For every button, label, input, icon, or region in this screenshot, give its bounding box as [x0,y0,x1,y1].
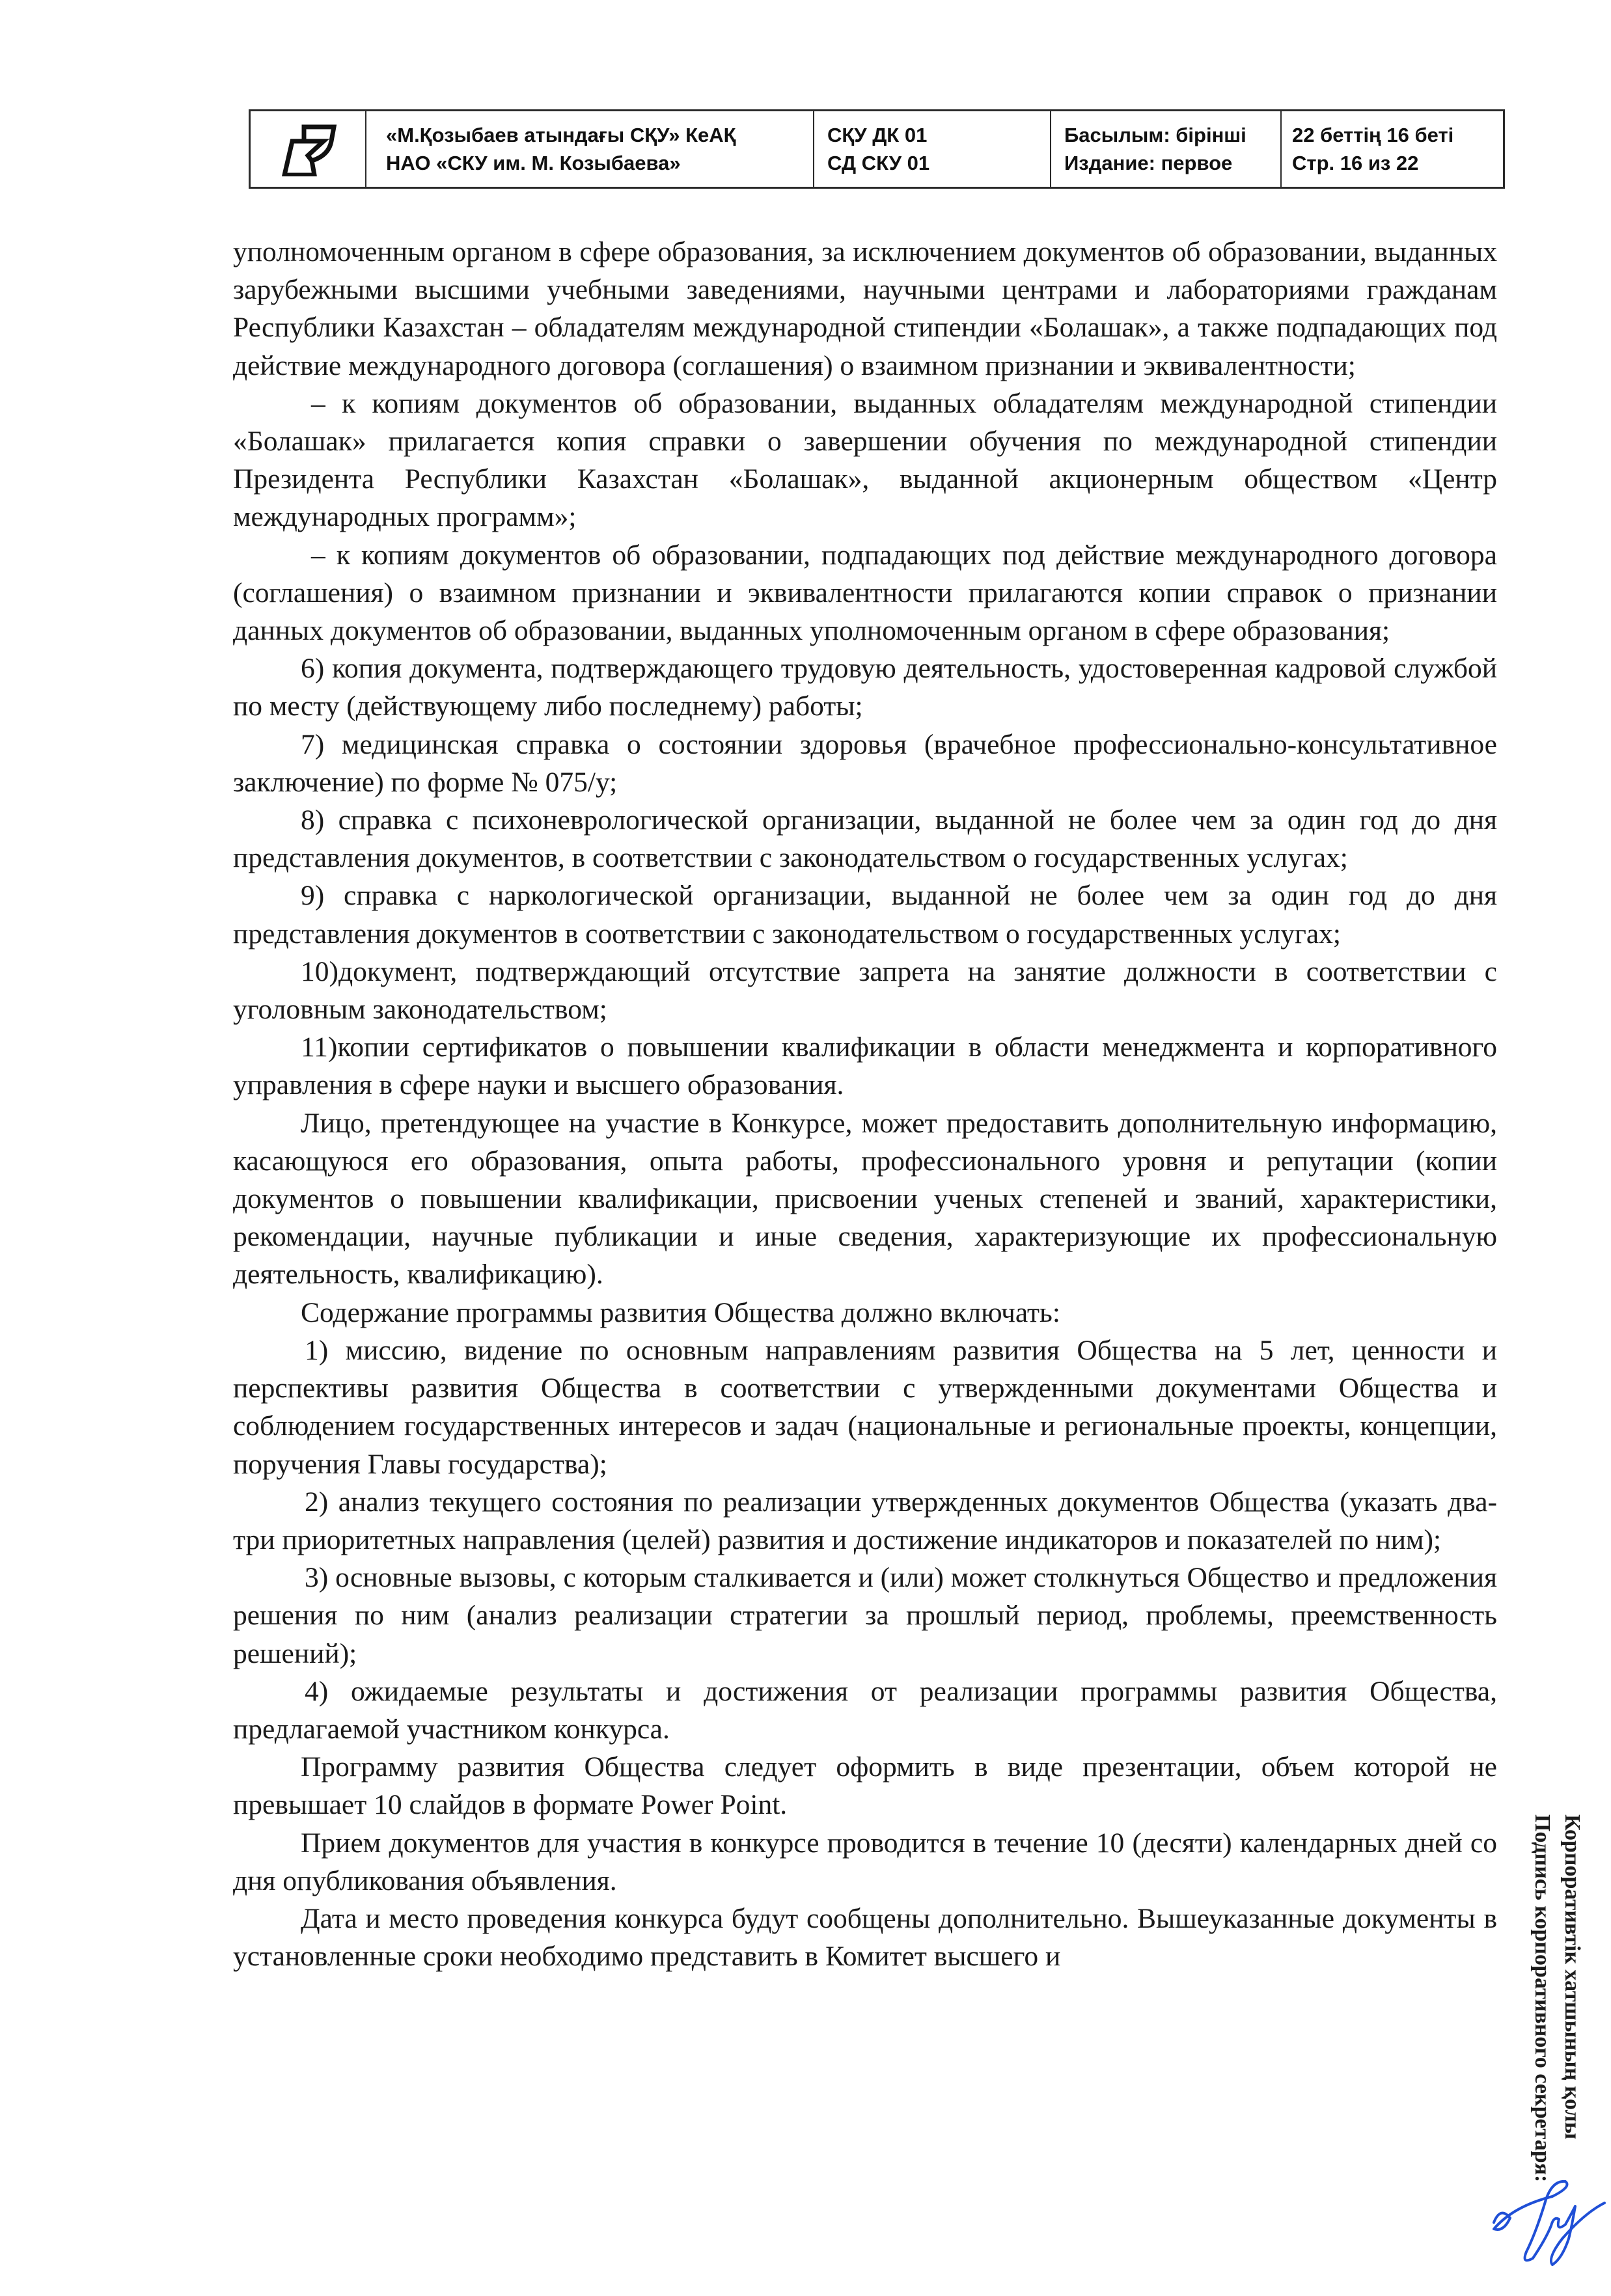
paragraph-bolashak-note: – к копиям документов об образовании, выданных обладателям международной стипендии «Болашак» прилагается копия справки о завершении обучения по международной стипендии Президента Республики Казахстан «Болашак», выданной акционерным обществом «Центр международных программ»; [233,387,1497,533]
list-item-6: 6) копия документа, подтверждающего трудовую деятельность, удостоверенная кадровой службой по месту (действующему либо последнему) работы; [233,653,1497,722]
program-item-3: 3) основные вызовы, с которым сталкивается и (или) может столкнуться Общество и предложения решения по ним (анализ реализации стратегии за прошлый период, проблемы, преемственность решений); [233,1562,1497,1669]
list-item-11: 11)копии сертификатов о повышении квалификации в области менеджмента и корпоративного управления в сфере науки и высшего образования. [233,1032,1497,1101]
program-item-4: 4) ожидаемые результаты и достижения от реализации программы развития Общества, предлагаемой участником конкурса. [233,1675,1497,1745]
signature-stroke [1494,2181,1604,2265]
edition-cell [1051,111,1282,187]
program-item-1: 1) миссию, видение по основным направлениям развития Общества на 5 лет, ценности и перспективы развития Общества в соответствии с утвержденными документами Общества и соблюдением государственных интересов и задач (национальные и региональные проекты, концепции, поручения Главы государства); [233,1334,1497,1480]
edition-ru: Издание: первое [1064,152,1233,174]
list-item-8: 8) справка с психоневрологической организации, выданной не более чем за один год до дня представления документов, в соответствии с законодательством о государственных услугах; [233,804,1497,874]
paragraph-document-acceptance: Прием документов для участия в конкурсе проводится в течение 10 (десяти) календарных дней со дня опубликования объявления. [233,1827,1497,1896]
margin-note-ru: Подпись корпоративного секретаря: [1530,1814,1554,2183]
paragraph-presentation: Программу развития Общества следует оформить в виде презентации, объем которой не превышает 10 слайдов в формате Power Point. [233,1751,1497,1821]
paragraph-date-place: Дата и место проведения конкурса будут сообщены дополнительно. Вышеуказанные документы в установленные сроки необходимо представить в Комитет высшего и [233,1902,1497,1973]
document-code-cell [814,111,1051,187]
document-header-table [249,109,1505,189]
organization-name-kz: «М.Қозыбаев атындағы СҚУ» КеАҚ [386,124,736,146]
list-item-7: 7) медицинская справка о состоянии здоровья (врачебное профессионально-консультативное заключение) по форме № 075/у; [233,728,1497,798]
program-item-2: 2) анализ текущего состояния по реализации утвержденных документов Общества (указать два-три приоритетных направления (целей) развития и достижение индикаторов и показателей по ним); [233,1486,1497,1555]
paragraph-additional-info: Лицо, претендующее на участие в Конкурсе, может предоставить дополнительную информацию, касающуюся его образования, опыта работы, профессионального уровня и репутации (копии документов о повышении квалификации, присвоении ученых степеней и званий, характеристики, рекомендации, научные публикации и иные сведения, характеризующие их профессиональную деятельность, квалификацию). [233,1107,1497,1291]
logo-cell [251,111,366,187]
edition-kz: Басылым: бірінші [1064,124,1246,146]
organization-cell [366,111,814,187]
list-item-10: 10)документ, подтверждающий отсутствие запрета на занятие должности в соответствии с уголовным законодательством; [233,955,1497,1026]
margin-note-kz: Корпоративтік хатшының қолы [1560,1814,1584,2140]
organization-name-ru: НАО «СКУ им. М. Козыбаева» [386,152,681,174]
document-code-ru: СД СКУ 01 [827,152,930,174]
document-code-kz: СҚУ ДК 01 [827,124,928,146]
paragraph-program-content: Содержание программы развития Общества должно включать: [301,1296,1060,1328]
paragraph-recognition-note: – к копиям документов об образовании, подпадающих под действие международного договора (соглашения) о взаимном признании и эквивалентности прилагаются копии справок о признании данных документов об образовании, выданных уполномоченным органом в сфере образования; [233,539,1497,647]
corporate-secretary-margin-note [1515,1814,1587,2183]
page-number-kz: 22 беттің 16 беті [1292,124,1454,146]
page-number-ru: Стр. 16 из 22 [1292,152,1419,174]
paragraph-continuation: уполномоченным органом в сфере образования, за исключением документов об образовании, выданных зарубежными высшими учебными заведениями, научными центрами и лабораториями гражданам Республики Казахстан – обладателям международной стипендии «Болашак», а также подпадающих под действие международного договора (соглашения) о взаимном признании и эквивалентности; [233,236,1497,381]
page-number-cell [1282,111,1503,187]
list-item-9: 9) справка с наркологической организации, выданной не более чем за один год до дня представления документов в соответствии с законодательством о государственных услугах; [233,880,1497,950]
document-body [233,233,1497,1975]
university-logo-icon [278,122,338,176]
handwritten-signature-icon [1474,2161,1611,2291]
